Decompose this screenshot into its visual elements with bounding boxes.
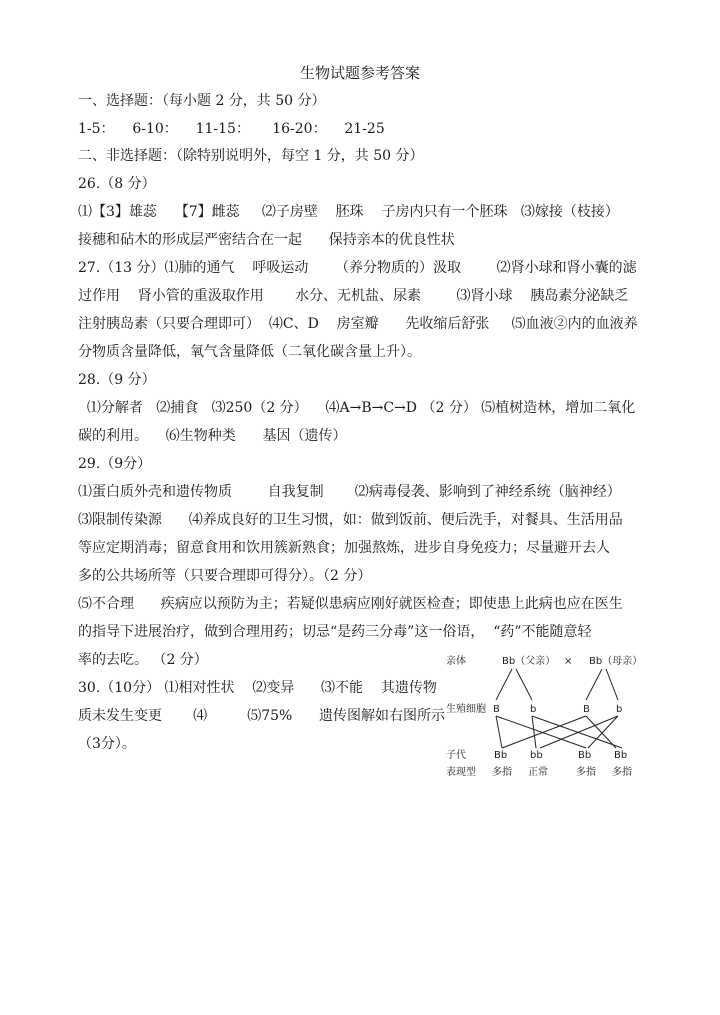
father-genotype: Bb（父亲） [502,656,556,667]
question-30-line: 30.（10分） ⑴相对性状 ⑵变异 ⑶不能 其遗传物 [78,680,437,696]
gamete: b [530,704,537,715]
inheritance-diagram [444,648,674,783]
section-two-heading: 二、非选择题：（除特别说明外，每空 1 分，共 50 分） [78,148,424,164]
cross-symbol: × [564,656,573,667]
offspring-label: 子代 [446,750,466,761]
mother-genotype: Bb（母亲） [589,656,643,667]
offspring-genotype: Bb [578,750,592,761]
gamete: B [583,704,590,715]
offspring-phenotype: 多指 [492,767,512,778]
answer-line: ⑴【3】雄蕊 【7】雌蕊 ⑵子房壁 胚珠 子房内只有一个胚珠 ⑶嫁接（枝接） [78,204,619,220]
answer-line: 27.（13 分）⑴肺的通气 呼吸运动 （养分物质的）汲取 ⑵肾小球和肾小囊的滤 [78,260,637,276]
fertilization-line [532,716,536,748]
answer-line: ⑶限制传染源 ⑷养成良好的卫生习惯，如：做到饭前、便后洗手，对餐具、生活用品 [78,512,623,528]
gamete: B [493,704,500,715]
answer-line: ⑸不合理 疾病应以预防为主；若疑似患病应刚好就医检查；即使患上此病也应在医生 [78,596,623,612]
section-one-heading: 一、选择题：（每小题 2 分，共 50 分） [78,93,326,109]
fertilization-line [496,716,502,748]
meiosis-line [586,669,602,700]
answer-line: ⑴蛋白质外壳和遗传物质 自我复制 ⑵病毒侵袭、影响到了神经系统（脑神经） [78,484,621,500]
offspring-genotype: Bb [614,750,628,761]
offspring-genotype: bb [530,750,543,761]
fertilization-line [586,716,616,748]
answer-line: 等应定期消毒；留意食用和饮用簇新熟食；加强熬炼，进步自身免疫力；尽量避开去人 [78,540,610,556]
page-title: 生物试题参考答案 [299,64,420,82]
fertilization-line [540,716,618,748]
fertilization-line [532,716,622,748]
phenotype-label: 表现型 [446,767,476,778]
question-28-heading: 28.（9 分） [78,372,156,388]
offspring-phenotype: 多指 [612,767,632,778]
offspring-genotype: Bb [494,750,508,761]
answer-line: 的指导下进展治疗，做到合理用药；切忌“是药三分毒”这一俗语， “药”不能随意轻 [78,624,592,640]
parent-label: 亲体 [446,656,466,667]
offspring-phenotype: 正常 [528,767,548,778]
answer-line: ⑴分解者 ⑵捕食 ⑶250（2 分） ⑷A→B→C→D （2 分） ⑸植树造林，增加二氧化 [78,400,636,416]
question-26-heading: 26.（8 分） [78,176,156,192]
answer-line: 率的去吃。 （2 分） [78,652,208,668]
choice-answers-row: 1-5： 6-10： 11-15： 16-20： 21-25 [78,121,385,137]
meiosis-line [496,669,512,700]
fertilization-line [588,716,618,748]
offspring-phenotype: 多指 [576,767,596,778]
question-29-heading: 29.（9分） [78,456,152,472]
meiosis-line [606,669,618,700]
answer-line: 质未发生变更 ⑷ ⑸75% 遗传图解如右图所示 [78,708,446,724]
answer-line: 过作用 肾小管的重汲取作用 水分、无机盐、尿素 ⑶肾小球 胰岛素分泌缺乏 [78,288,629,304]
gamete: b [616,704,623,715]
answer-line: 碳的利用。 ⑹生物种类 基因（遗传） [78,428,347,444]
answer-line: 分物质含量降低，氧气含量降低（二氧化碳含量上升）。 [78,344,421,360]
gamete-label: 生殖细胞 [446,704,486,715]
answer-line: 多的公共场所等（只要合理即可得分）。（2 分） [78,568,372,584]
answer-line: （3分）。 [78,736,136,752]
answer-line: 接穗和砧木的形成层严密结合在一起 保持亲本的优良性状 [78,232,455,248]
meiosis-line [516,669,532,700]
answer-line: 注射胰岛素（只要合理即可） ⑷C、D 房室瓣 先收缩后舒张 ⑸血液②内的血液养 [78,316,638,332]
